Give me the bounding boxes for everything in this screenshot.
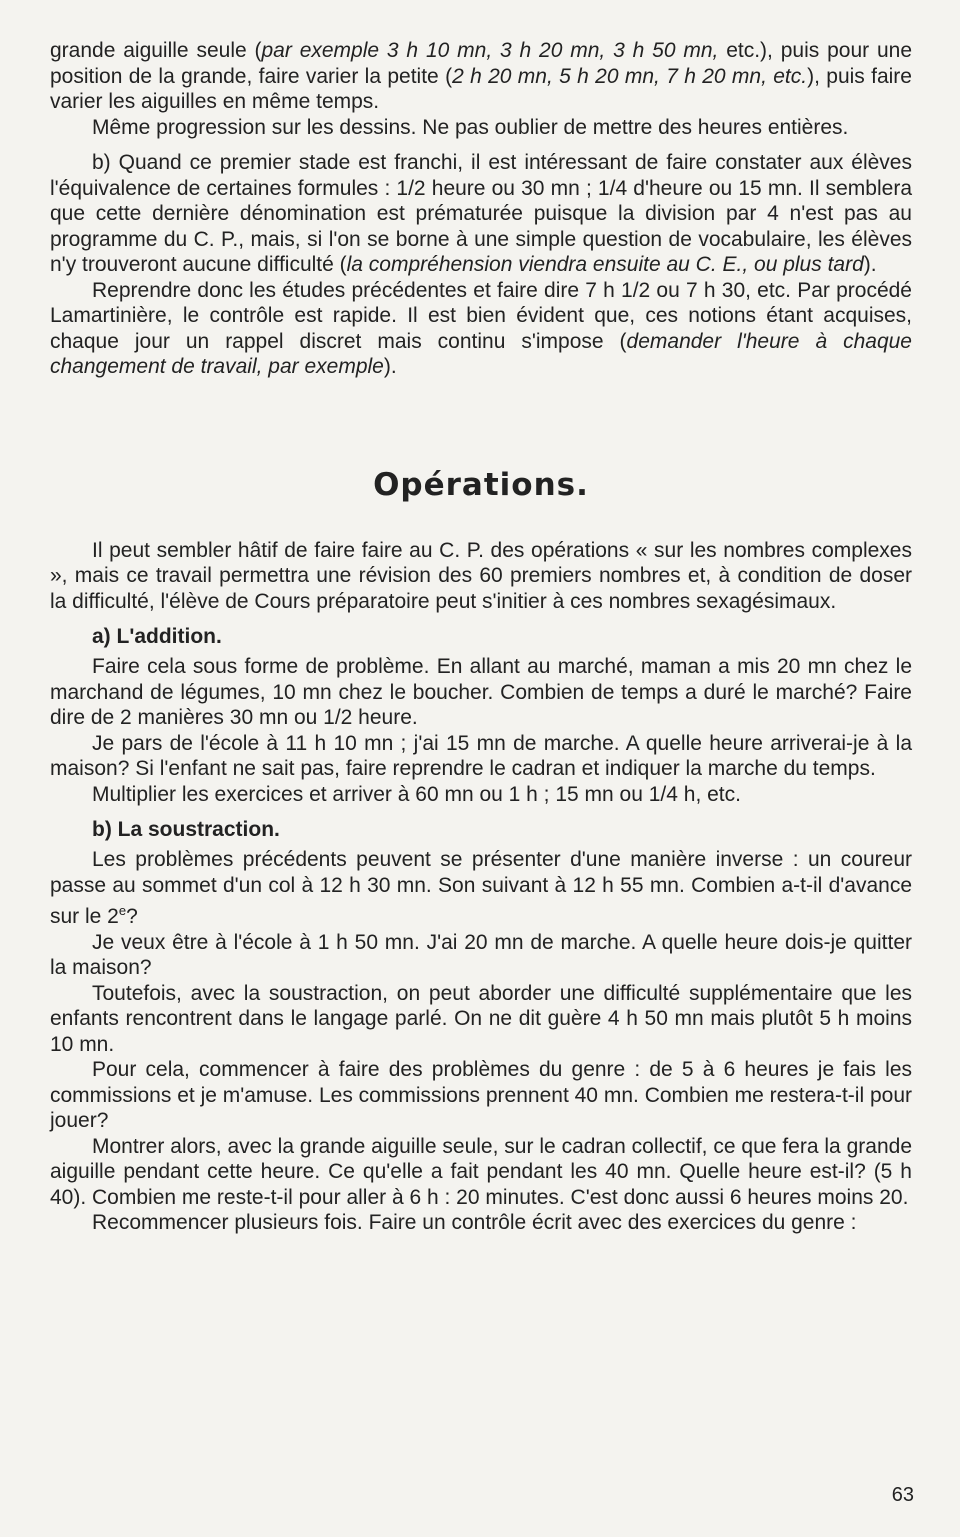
italic-run: 2 h 20 mn, 5 h 20 mn, 7 h 20 mn, etc. xyxy=(452,64,808,88)
paragraph-subtraction-difficulty: Toutefois, avec la soustraction, on peut aborder une difficulté supplémentaire que les enfants rencontrent dans le langage parlé. On ne dit guère 4 h 50 mn mais plutôt 5 h moins 10 mn. xyxy=(50,981,912,1056)
paragraph-addition-exercises: Multiplier les exercices et arriver à 60 mn ou 1 h ; 15 mn ou 1/4 h, etc. xyxy=(92,782,741,806)
text-run: grande aiguille seule ( xyxy=(50,39,262,62)
paragraph-equivalence xyxy=(50,150,912,278)
subheading-addition: a) L'addition. xyxy=(92,625,222,648)
text-run: Les problèmes précédents peuvent se présenter d'une manière inverse : un coureur passe au sommet d'un col à 12 h 30 mn. Son suivant à 12 h 55 mn. Combien a-t-il d'avance sur le 2 xyxy=(50,848,912,928)
text-run: ). xyxy=(383,355,397,378)
superscript: e xyxy=(118,903,127,918)
italic-run: la compréhension viendra ensuite au C. E., ou plus tard xyxy=(346,253,864,276)
paragraph-drawings: Même progression sur les dessins. Ne pas oublier de mettre des heures entières. xyxy=(92,115,849,139)
paragraph-intro: Il peut sembler hâtif de faire faire au C. P. des opérations « sur les nombres complexes », mais ce travail permettra une révision des 60 premiers nombres et, à condition de doser la difficulté, l'élève de Cours préparatoire peut s'initier à ces nombres sexagésimaux. xyxy=(50,538,912,613)
page-number: 63 xyxy=(891,1484,914,1506)
section-heading-operations: Opérations. xyxy=(373,466,589,503)
text-run: etc.), puis pour une position de la grande, faire varier la petite ( xyxy=(50,39,912,88)
paragraph-review xyxy=(50,278,912,380)
text-run: ? xyxy=(126,905,138,928)
subheading-subtraction: b) La soustraction. xyxy=(92,818,280,841)
text-run: Reprendre donc les études précédentes et faire dire 7 h 1/2 ou 7 h 30, etc. Par procédé Lamartinière, le contrôle est rapide. Il est bien évident que, ces notions étant acquises, chaque jour un rappel discret mais continu s'impose ( xyxy=(50,278,912,353)
paragraph-subtraction-errands: Pour cela, commencer à faire des problèmes du genre : de 5 à 6 heures je fais les commissions et je m'amuse. Les commissions prennent 40 mn. Combien me restera-t-il pour jouer? xyxy=(50,1058,912,1132)
paragraph-subtraction-control: Recommencer plusieurs fois. Faire un contrôle écrit avec des exercices du genre : xyxy=(92,1211,857,1234)
paragraph-addition-school: Je pars de l'école à 11 h 10 mn ; j'ai 15 mn de marche. A quelle heure arriverai-je à la maison? Si l'enfant ne sait pas, faire reprendre le cadran et indiquer la marche du temps. xyxy=(50,731,912,780)
paragraph-subtraction-dial: Montrer alors, avec la grande aiguille seule, sur le cadran collectif, ce que fera la grande aiguille pendant cette heure. Ce qu'elle a fait pendant les 40 mn. Quelle heure est-il? (5 h 40). Combien me reste-t-il pour aller à 6 h : 20 minutes. C'est donc aussi 6 heures moins 20. xyxy=(50,1134,912,1209)
paragraph-clock-positions xyxy=(50,38,912,115)
italic-run: par exemple 3 h 10 mn, 3 h 20 mn, 3 h 50 mn, xyxy=(261,39,719,62)
paragraph-subtraction-school: Je veux être à l'école à 1 h 50 mn. J'ai 20 mn de marche. A quelle heure dois-je quitter la maison? xyxy=(50,930,912,979)
paragraph-addition-market: Faire cela sous forme de problème. En allant au marché, maman a mis 20 mn chez le marchand de légumes, 10 mn chez le boucher. Combien de temps a duré le marché? Faire dire de 2 manières 30 mn ou 1/2 heure. xyxy=(50,655,912,729)
text-run: ), puis faire varier les aiguilles en même temps. xyxy=(50,64,912,113)
text-run: ). xyxy=(863,253,877,276)
text-run: b) Quand ce premier stade est franchi, il est intéressant de faire constater aux élèves l'équivalence de certaines formules : 1/2 heure ou 30 mn ; 1/4 d'heure ou 15 mn. Il semblera que cette dernière dénomination est prématurée puisque la division par 4 n'est pas au programme du C. P., mais, si l'on se borne à une simple question de vocabulaire, les élèves n'y trouveront aucune difficulté ( xyxy=(50,151,912,276)
italic-run: demander l'heure à chaque changement de travail, par exemple xyxy=(50,329,912,378)
paragraph-subtraction-runner xyxy=(50,847,912,930)
